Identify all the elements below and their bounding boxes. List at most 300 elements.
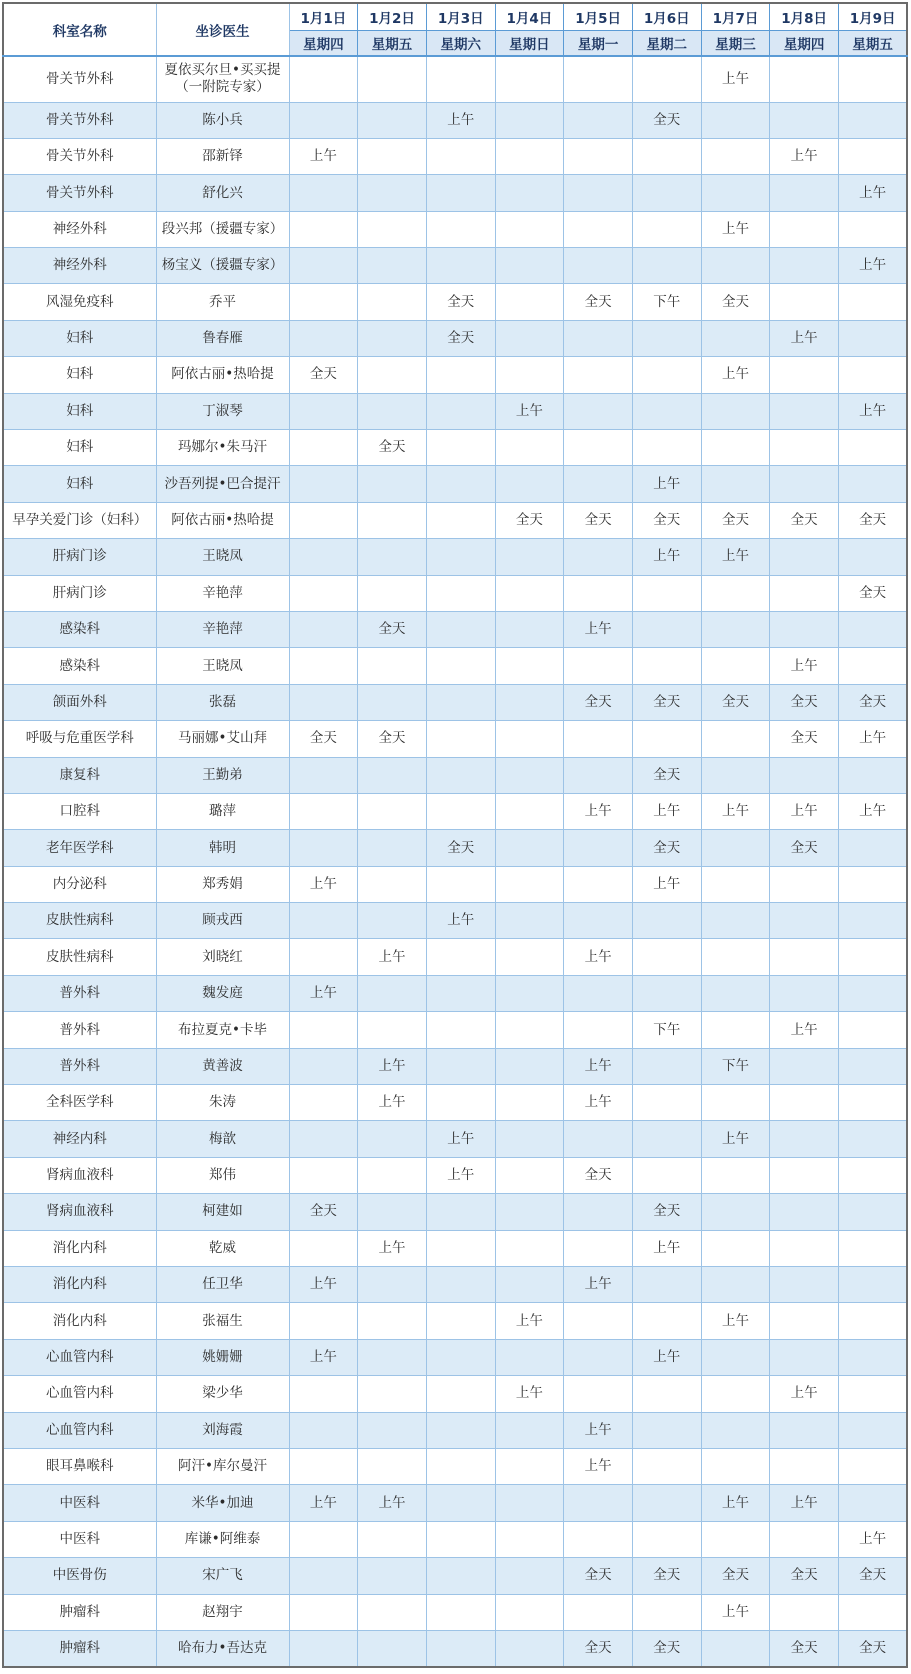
schedule-cell: 上午 [358, 1485, 427, 1521]
schedule-cell: 上午 [426, 1157, 495, 1193]
department-cell: 消化内科 [3, 1267, 156, 1303]
doctor-cell: 丁淑琴 [156, 393, 289, 429]
schedule-cell [358, 539, 427, 575]
schedule-cell [770, 866, 839, 902]
schedule-cell: 上午 [770, 1485, 839, 1521]
schedule-cell [632, 248, 701, 284]
weekday-header-2: 星期五 [358, 30, 427, 56]
schedule-cell [839, 1194, 908, 1230]
schedule-cell [289, 284, 358, 320]
schedule-cell [839, 1376, 908, 1412]
doctor-cell: 哈布力•吾达克 [156, 1630, 289, 1666]
schedule-cell [358, 138, 427, 174]
weekday-header-5: 星期一 [564, 30, 633, 56]
table-row [3, 1448, 907, 1484]
schedule-cell: 上午 [770, 648, 839, 684]
schedule-cell [289, 430, 358, 466]
schedule-cell: 上午 [839, 393, 908, 429]
table-row [3, 830, 907, 866]
schedule-cell [358, 903, 427, 939]
weekday-header-4: 星期日 [495, 30, 564, 56]
schedule-cell [701, 975, 770, 1011]
department-cell: 普外科 [3, 1048, 156, 1084]
table-row [3, 757, 907, 793]
schedule-cell [495, 211, 564, 247]
doctor-cell: 沙吾列提•巴合提汗 [156, 466, 289, 502]
schedule-cell [770, 575, 839, 611]
department-cell: 肝病门诊 [3, 539, 156, 575]
schedule-cell [770, 975, 839, 1011]
schedule-cell [289, 393, 358, 429]
schedule-cell [632, 1303, 701, 1339]
schedule-cell: 全天 [426, 320, 495, 356]
schedule-cell [701, 248, 770, 284]
schedule-cell [426, 1448, 495, 1484]
table-row [3, 1267, 907, 1303]
date-header-8: 1月8日 [770, 3, 839, 30]
schedule-cell [770, 1157, 839, 1193]
schedule-cell [495, 721, 564, 757]
schedule-cell [839, 539, 908, 575]
schedule-cell [632, 575, 701, 611]
table-row [3, 1485, 907, 1521]
schedule-cell [770, 357, 839, 393]
schedule-cell: 上午 [495, 393, 564, 429]
schedule-cell: 全天 [632, 684, 701, 720]
schedule-cell [289, 211, 358, 247]
schedule-cell [426, 757, 495, 793]
table-row [3, 648, 907, 684]
schedule-cell [701, 1194, 770, 1230]
schedule-cell [564, 866, 633, 902]
schedule-cell [632, 175, 701, 211]
schedule-cell [426, 539, 495, 575]
schedule-cell [839, 466, 908, 502]
schedule-cell [839, 138, 908, 174]
schedule-cell [495, 903, 564, 939]
table-row [3, 1085, 907, 1121]
schedule-cell [426, 393, 495, 429]
schedule-cell [358, 1194, 427, 1230]
schedule-cell [426, 939, 495, 975]
department-cell: 皮肤性病科 [3, 939, 156, 975]
schedule-cell [839, 611, 908, 647]
schedule-cell [632, 648, 701, 684]
doctor-cell: 张磊 [156, 684, 289, 720]
schedule-cell [632, 211, 701, 247]
table-body [3, 56, 907, 1667]
schedule-cell [701, 175, 770, 211]
doctor-cell: 张福生 [156, 1303, 289, 1339]
doctor-cell: 辛艳萍 [156, 611, 289, 647]
department-cell: 骨关节外科 [3, 56, 156, 102]
table-row [3, 502, 907, 538]
schedule-cell [839, 211, 908, 247]
schedule-cell: 下午 [701, 1048, 770, 1084]
schedule-cell [426, 248, 495, 284]
schedule-cell [426, 611, 495, 647]
department-cell: 妇科 [3, 357, 156, 393]
table-row [3, 1303, 907, 1339]
schedule-cell [632, 1448, 701, 1484]
schedule-cell: 全天 [770, 1630, 839, 1666]
schedule-cell [358, 793, 427, 829]
schedule-cell [358, 320, 427, 356]
schedule-cell [701, 1412, 770, 1448]
department-cell: 心血管内科 [3, 1339, 156, 1375]
schedule-cell [495, 1521, 564, 1557]
schedule-cell [426, 502, 495, 538]
schedule-cell: 上午 [701, 357, 770, 393]
department-cell: 康复科 [3, 757, 156, 793]
schedule-cell [358, 284, 427, 320]
schedule-cell [770, 1121, 839, 1157]
schedule-cell [564, 56, 633, 102]
schedule-cell: 全天 [358, 430, 427, 466]
schedule-cell [289, 611, 358, 647]
schedule-cell [495, 793, 564, 829]
doctor-cell: 舒化兴 [156, 175, 289, 211]
schedule-cell [426, 1521, 495, 1557]
schedule-cell: 上午 [632, 466, 701, 502]
schedule-cell [426, 684, 495, 720]
schedule-cell [289, 539, 358, 575]
department-cell: 普外科 [3, 1012, 156, 1048]
schedule-cell [426, 1485, 495, 1521]
schedule-cell [358, 575, 427, 611]
department-cell: 妇科 [3, 320, 156, 356]
schedule-cell: 全天 [289, 1194, 358, 1230]
schedule-cell: 上午 [839, 1521, 908, 1557]
schedule-cell [564, 1012, 633, 1048]
schedule-cell [701, 1230, 770, 1266]
schedule-cell: 全天 [839, 575, 908, 611]
schedule-cell [495, 830, 564, 866]
schedule-cell [632, 975, 701, 1011]
department-cell: 中医骨伤 [3, 1558, 156, 1594]
table-row [3, 611, 907, 647]
schedule-cell: 全天 [701, 1558, 770, 1594]
schedule-cell: 下午 [632, 1012, 701, 1048]
schedule-cell [495, 248, 564, 284]
table-row [3, 939, 907, 975]
schedule-cell: 全天 [839, 1630, 908, 1666]
department-cell: 肝病门诊 [3, 575, 156, 611]
schedule-cell [289, 175, 358, 211]
schedule-cell [564, 1230, 633, 1266]
schedule-cell [358, 102, 427, 138]
schedule-cell: 上午 [358, 1230, 427, 1266]
schedule-cell [632, 1085, 701, 1121]
schedule-cell [701, 1630, 770, 1666]
department-cell: 肾病血液科 [3, 1194, 156, 1230]
schedule-cell [426, 1194, 495, 1230]
schedule-cell: 上午 [564, 1267, 633, 1303]
department-cell: 心血管内科 [3, 1412, 156, 1448]
schedule-cell [564, 1303, 633, 1339]
schedule-cell [358, 648, 427, 684]
schedule-cell [564, 357, 633, 393]
doctor-cell: 鲁春雁 [156, 320, 289, 356]
schedule-cell [289, 466, 358, 502]
schedule-cell [564, 721, 633, 757]
schedule-cell [564, 1521, 633, 1557]
schedule-cell [289, 1448, 358, 1484]
schedule-cell [358, 1339, 427, 1375]
schedule-cell: 全天 [632, 1194, 701, 1230]
schedule-cell [358, 975, 427, 1011]
schedule-cell: 上午 [701, 1485, 770, 1521]
schedule-cell [495, 284, 564, 320]
date-header-5: 1月5日 [564, 3, 633, 30]
schedule-cell [564, 575, 633, 611]
schedule-cell [426, 430, 495, 466]
table-row [3, 575, 907, 611]
schedule-cell [358, 1448, 427, 1484]
schedule-cell [358, 466, 427, 502]
schedule-cell [701, 102, 770, 138]
schedule-cell [289, 502, 358, 538]
schedule-cell [701, 430, 770, 466]
department-cell: 口腔科 [3, 793, 156, 829]
schedule-cell [839, 1485, 908, 1521]
schedule-cell [495, 175, 564, 211]
schedule-cell [289, 1630, 358, 1666]
schedule-cell [358, 1303, 427, 1339]
schedule-cell [632, 430, 701, 466]
doctor-cell: 阿依古丽•热哈提 [156, 357, 289, 393]
schedule-cell [839, 102, 908, 138]
doctor-cell: 黄善波 [156, 1048, 289, 1084]
schedule-cell [839, 320, 908, 356]
schedule-cell [358, 357, 427, 393]
schedule-cell [701, 1448, 770, 1484]
schedule-cell: 上午 [770, 320, 839, 356]
schedule-cell [358, 211, 427, 247]
department-cell: 早孕关爱门诊（妇科） [3, 502, 156, 538]
schedule-cell [770, 430, 839, 466]
weekday-header-7: 星期三 [701, 30, 770, 56]
doctor-cell: 夏依买尔旦•买买提（一附院专家） [156, 56, 289, 102]
schedule-cell [495, 1048, 564, 1084]
doctor-cell: 米华•加迪 [156, 1485, 289, 1521]
doctor-cell: 马丽娜•艾山拜 [156, 721, 289, 757]
schedule-cell [770, 1594, 839, 1630]
schedule-cell: 全天 [632, 1558, 701, 1594]
schedule-cell: 全天 [701, 284, 770, 320]
schedule-cell [495, 1558, 564, 1594]
schedule-cell [289, 1157, 358, 1193]
schedule-cell [632, 903, 701, 939]
schedule-cell: 全天 [358, 611, 427, 647]
schedule-cell [701, 757, 770, 793]
table-row [3, 248, 907, 284]
table-row [3, 175, 907, 211]
schedule-cell: 上午 [701, 1303, 770, 1339]
department-cell: 全科医学科 [3, 1085, 156, 1121]
schedule-cell: 上午 [289, 975, 358, 1011]
department-cell: 颌面外科 [3, 684, 156, 720]
schedule-cell [564, 175, 633, 211]
schedule-cell [632, 1594, 701, 1630]
table-row [3, 1376, 907, 1412]
department-cell: 呼吸与危重医学科 [3, 721, 156, 757]
schedule-cell [770, 466, 839, 502]
schedule-cell [839, 56, 908, 102]
schedule-cell [839, 1412, 908, 1448]
schedule-cell [358, 1157, 427, 1193]
schedule-cell: 上午 [358, 1085, 427, 1121]
date-header-3: 1月3日 [426, 3, 495, 30]
schedule-cell [426, 138, 495, 174]
schedule-cell: 全天 [564, 502, 633, 538]
schedule-cell [564, 211, 633, 247]
doctor-cell: 王晓凤 [156, 648, 289, 684]
schedule-cell: 上午 [426, 1121, 495, 1157]
schedule-cell [495, 1630, 564, 1666]
schedule-cell [358, 1412, 427, 1448]
schedule-cell [770, 1085, 839, 1121]
schedule-cell [770, 102, 839, 138]
schedule-cell: 全天 [495, 502, 564, 538]
schedule-cell [495, 56, 564, 102]
schedule-cell: 上午 [770, 793, 839, 829]
table-row [3, 102, 907, 138]
table-row [3, 320, 907, 356]
schedule-cell [426, 1303, 495, 1339]
schedule-cell [426, 1230, 495, 1266]
schedule-cell [289, 1012, 358, 1048]
schedule-cell: 上午 [632, 1339, 701, 1375]
schedule-cell [495, 975, 564, 1011]
doctor-cell: 赵翔宇 [156, 1594, 289, 1630]
schedule-cell [495, 102, 564, 138]
schedule-cell [495, 1485, 564, 1521]
schedule-cell [426, 866, 495, 902]
schedule-cell [289, 320, 358, 356]
schedule-cell [289, 1121, 358, 1157]
schedule-cell [701, 903, 770, 939]
schedule-cell: 上午 [564, 793, 633, 829]
schedule-cell [701, 1339, 770, 1375]
schedule-cell [701, 320, 770, 356]
schedule-cell: 上午 [839, 248, 908, 284]
schedule-cell: 上午 [289, 866, 358, 902]
schedule-cell: 上午 [632, 866, 701, 902]
schedule-cell: 上午 [495, 1376, 564, 1412]
schedule-cell [289, 1303, 358, 1339]
schedule-cell [289, 1376, 358, 1412]
department-cell: 消化内科 [3, 1230, 156, 1266]
schedule-cell [289, 830, 358, 866]
schedule-cell [632, 721, 701, 757]
schedule-cell: 上午 [770, 1012, 839, 1048]
doctor-cell: 郑伟 [156, 1157, 289, 1193]
schedule-cell [564, 1376, 633, 1412]
schedule-cell [701, 1267, 770, 1303]
schedule-cell [426, 1412, 495, 1448]
schedule-cell [632, 56, 701, 102]
schedule-cell: 上午 [770, 138, 839, 174]
schedule-cell: 上午 [839, 175, 908, 211]
schedule-cell [358, 1558, 427, 1594]
schedule-cell: 全天 [632, 102, 701, 138]
schedule-cell [770, 211, 839, 247]
doctor-cell: 王勤弟 [156, 757, 289, 793]
department-cell: 神经外科 [3, 248, 156, 284]
weekday-header-9: 星期五 [839, 30, 908, 56]
schedule-cell [358, 757, 427, 793]
table-row [3, 430, 907, 466]
schedule-cell [358, 393, 427, 429]
table-row [3, 539, 907, 575]
schedule-cell [426, 575, 495, 611]
schedule-cell [701, 393, 770, 429]
schedule-cell: 上午 [495, 1303, 564, 1339]
doctor-cell: 玛娜尔•朱马汗 [156, 430, 289, 466]
table-row [3, 1521, 907, 1557]
department-cell: 感染科 [3, 648, 156, 684]
schedule-cell [839, 648, 908, 684]
schedule-cell [495, 648, 564, 684]
schedule-cell [770, 284, 839, 320]
schedule-cell: 下午 [632, 284, 701, 320]
schedule-cell: 上午 [770, 1376, 839, 1412]
department-cell: 肿瘤科 [3, 1630, 156, 1666]
doctor-cell: 柯建如 [156, 1194, 289, 1230]
schedule-cell [632, 1376, 701, 1412]
schedule-cell: 上午 [564, 1085, 633, 1121]
schedule-cell [289, 1558, 358, 1594]
schedule-cell [701, 138, 770, 174]
schedule-cell: 全天 [770, 1558, 839, 1594]
doctor-cell: 乾威 [156, 1230, 289, 1266]
table-row [3, 866, 907, 902]
schedule-cell: 上午 [632, 1230, 701, 1266]
schedule-cell [495, 1594, 564, 1630]
schedule-cell [839, 430, 908, 466]
schedule-cell: 上午 [701, 539, 770, 575]
doctor-cell: 璐萍 [156, 793, 289, 829]
department-cell: 神经内科 [3, 1121, 156, 1157]
schedule-cell [632, 1157, 701, 1193]
schedule-cell [770, 1521, 839, 1557]
schedule-cell [839, 866, 908, 902]
schedule-cell [564, 393, 633, 429]
schedule-cell: 全天 [770, 830, 839, 866]
schedule-cell [289, 1594, 358, 1630]
schedule-cell [495, 866, 564, 902]
schedule-cell: 全天 [632, 757, 701, 793]
schedule-cell [839, 1012, 908, 1048]
schedule-cell [358, 866, 427, 902]
schedule-cell [770, 1267, 839, 1303]
schedule-cell [839, 903, 908, 939]
schedule-cell [632, 1521, 701, 1557]
table-row [3, 1048, 907, 1084]
schedule-cell: 全天 [289, 721, 358, 757]
schedule-cell [770, 393, 839, 429]
schedule-cell [632, 1121, 701, 1157]
schedule-cell [770, 1194, 839, 1230]
department-cell: 皮肤性病科 [3, 903, 156, 939]
schedule-cell [495, 1339, 564, 1375]
schedule-cell [495, 1012, 564, 1048]
schedule-cell: 全天 [632, 830, 701, 866]
schedule-cell [839, 1157, 908, 1193]
department-cell: 肾病血液科 [3, 1157, 156, 1193]
schedule-cell [564, 539, 633, 575]
